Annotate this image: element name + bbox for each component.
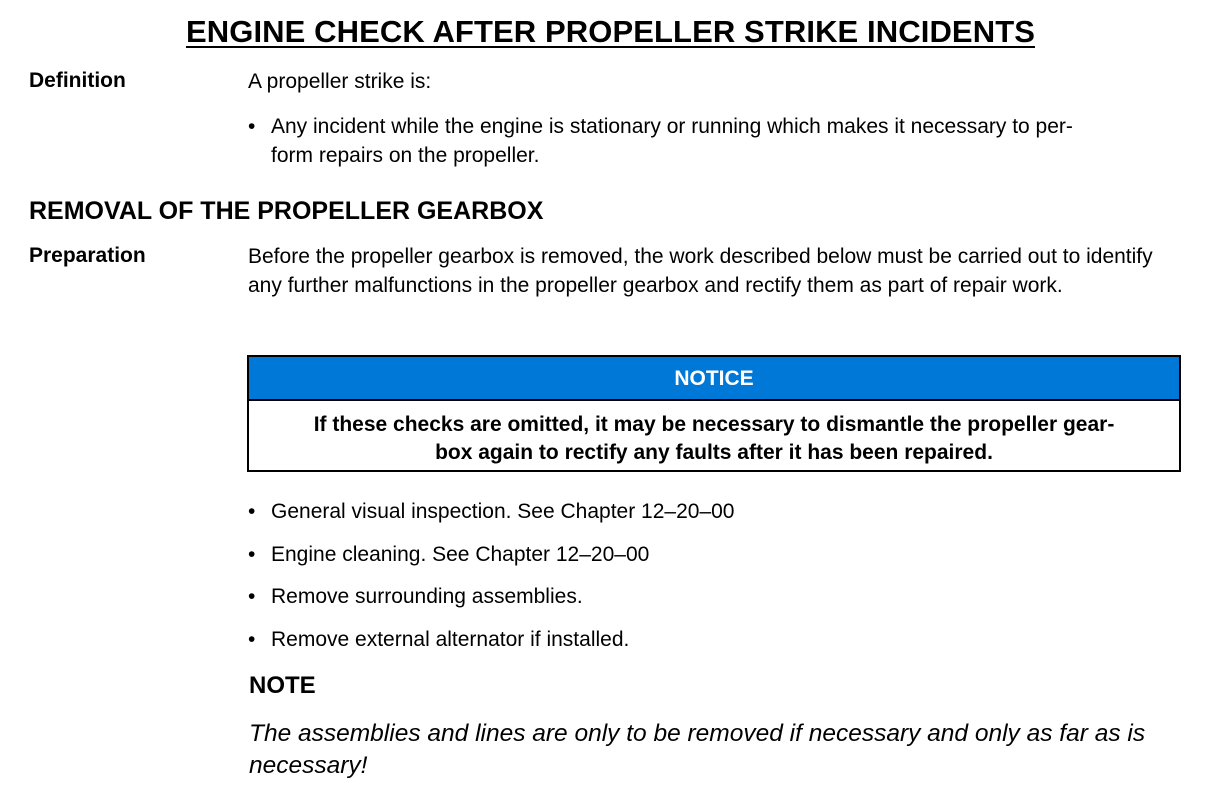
note-text: The assemblies and lines are only to be removed if necessary and only as far as is necessary!: [249, 720, 1146, 779]
bullet-marker: •: [248, 628, 256, 651]
note-heading: NOTE: [249, 672, 316, 699]
bullet-marker: •: [248, 585, 256, 608]
list-item-text: General visual inspection. See Chapter 12–20–00: [271, 500, 735, 523]
definition-bullet: [248, 113, 1178, 170]
page-title: ENGINE CHECK AFTER PROPELLER STRIKE INCIDENTS: [185, 14, 1036, 49]
list-item: [248, 541, 1178, 570]
bullet-marker: •: [248, 543, 256, 566]
list-item: [248, 583, 1178, 612]
definition-intro: A propeller strike is:: [248, 70, 432, 93]
bullet-marker: •: [248, 115, 256, 138]
notice-header: NOTICE: [249, 357, 1179, 401]
preparation-text: Before the propeller gearbox is removed, the work described below must be carried out to identify any further malfunctions in the propeller gearbox and rectify them as part of repair work.: [248, 245, 1153, 297]
bullet-marker: •: [248, 500, 256, 523]
notice-box: [247, 355, 1181, 472]
section-heading-removal: REMOVAL OF THE PROPELLER GEARBOX: [29, 197, 544, 225]
list-item: [248, 626, 1178, 655]
list-item: [248, 498, 1178, 527]
list-item-text: Remove external alternator if installed.: [271, 628, 630, 651]
preparation-label: Preparation: [29, 244, 146, 267]
list-item-text: Engine cleaning. See Chapter 12–20–00: [271, 543, 650, 566]
definition-bullet-text: Any incident while the engine is stationary or running which makes it necessary to per- form repairs on the propeller.: [271, 115, 1073, 167]
definition-label: Definition: [29, 69, 126, 92]
notice-text: If these checks are omitted, it may be necessary to dismantle the propeller gear- box again to rectify any faults after it has been repaired.: [313, 413, 1115, 464]
list-item-text: Remove surrounding assemblies.: [271, 585, 583, 608]
